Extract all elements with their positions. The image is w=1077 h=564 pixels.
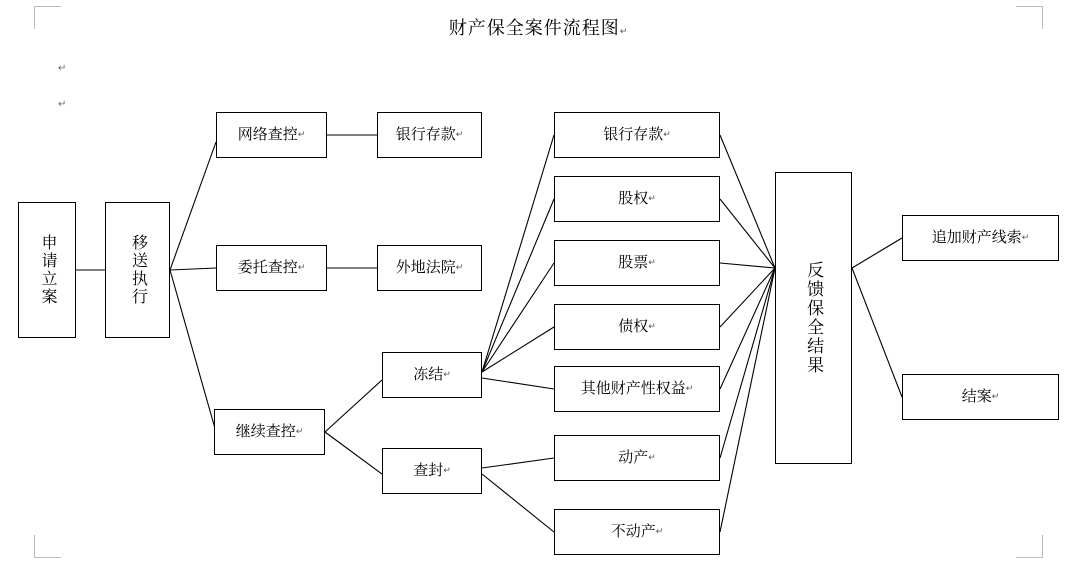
page-title-mark: ↵	[619, 26, 629, 36]
edit-mark-2: ↵	[58, 99, 67, 110]
node-stock-label: 股票	[618, 253, 649, 271]
node-other-property-rights[interactable]	[554, 366, 720, 412]
node-freeze-mark: ↵	[443, 369, 451, 380]
node-add-property-clue-label: 追加财产线索	[931, 228, 1022, 246]
node-stock-mark: ↵	[648, 257, 656, 268]
node-transfer-execution-label: 移送执行	[129, 234, 147, 306]
node-equity-mark: ↵	[648, 193, 656, 204]
node-movable-property[interactable]	[554, 435, 720, 481]
node-movable-property-label: 动产	[618, 448, 649, 466]
node-equity[interactable]	[554, 176, 720, 222]
node-immovable-property-mark: ↵	[655, 526, 664, 537]
node-immovable-property[interactable]	[554, 509, 720, 555]
node-close-case-mark: ↵	[991, 391, 1000, 402]
node-bank-deposit-asset-mark: ↵	[663, 129, 671, 140]
node-add-property-clue[interactable]	[902, 215, 1059, 261]
edit-mark-1: ↵	[58, 63, 67, 74]
page-title-text: 财产保全案件流程图	[448, 18, 620, 38]
node-creditor-right-label: 债权	[618, 317, 649, 335]
node-bank-deposit-check-mark: ↵	[455, 129, 464, 140]
node-seal-label: 查封	[413, 461, 444, 479]
node-other-property-rights-label: 其他财产性权益	[580, 379, 686, 397]
node-other-court[interactable]	[377, 245, 482, 291]
node-stock[interactable]	[554, 240, 720, 286]
node-seal[interactable]	[382, 448, 482, 494]
node-other-court-mark: ↵	[455, 262, 464, 273]
node-continued-check[interactable]	[214, 409, 325, 455]
node-feedback-result[interactable]	[775, 172, 852, 464]
node-bank-deposit-asset[interactable]	[554, 112, 720, 158]
node-network-check[interactable]	[216, 112, 327, 158]
node-feedback-result-label: 反馈保全结果	[804, 261, 824, 375]
node-bank-deposit-check[interactable]	[377, 112, 482, 158]
node-freeze[interactable]	[382, 352, 482, 398]
node-freeze-label: 冻结	[413, 365, 444, 383]
node-continued-check-label: 继续查控	[235, 422, 296, 440]
node-apply-case-label: 申请立案	[39, 234, 56, 306]
node-network-check-label: 网络查控	[237, 125, 298, 143]
node-other-property-rights-mark: ↵	[685, 383, 694, 394]
node-add-property-clue-mark: ↵	[1021, 232, 1030, 243]
node-continued-check-mark: ↵	[295, 426, 304, 437]
node-bank-deposit-asset-label: 银行存款	[603, 125, 664, 143]
node-entrusted-check-label: 委托查控	[237, 258, 298, 276]
node-other-court-label: 外地法院	[395, 258, 456, 276]
node-close-case-label: 结案	[961, 387, 992, 405]
node-creditor-right[interactable]	[554, 304, 720, 350]
node-entrusted-check[interactable]	[216, 245, 327, 291]
node-bank-deposit-check-label: 银行存款	[395, 125, 456, 143]
node-network-check-mark: ↵	[297, 129, 306, 140]
node-transfer-execution[interactable]	[105, 202, 170, 338]
node-immovable-property-label: 不动产	[610, 522, 656, 540]
node-equity-label: 股权	[618, 189, 649, 207]
node-entrusted-check-mark: ↵	[297, 262, 306, 273]
node-seal-mark: ↵	[443, 465, 451, 476]
node-close-case[interactable]	[902, 374, 1059, 420]
node-movable-property-mark: ↵	[648, 452, 656, 463]
node-apply-case[interactable]	[18, 202, 76, 338]
node-creditor-right-mark: ↵	[648, 321, 656, 332]
